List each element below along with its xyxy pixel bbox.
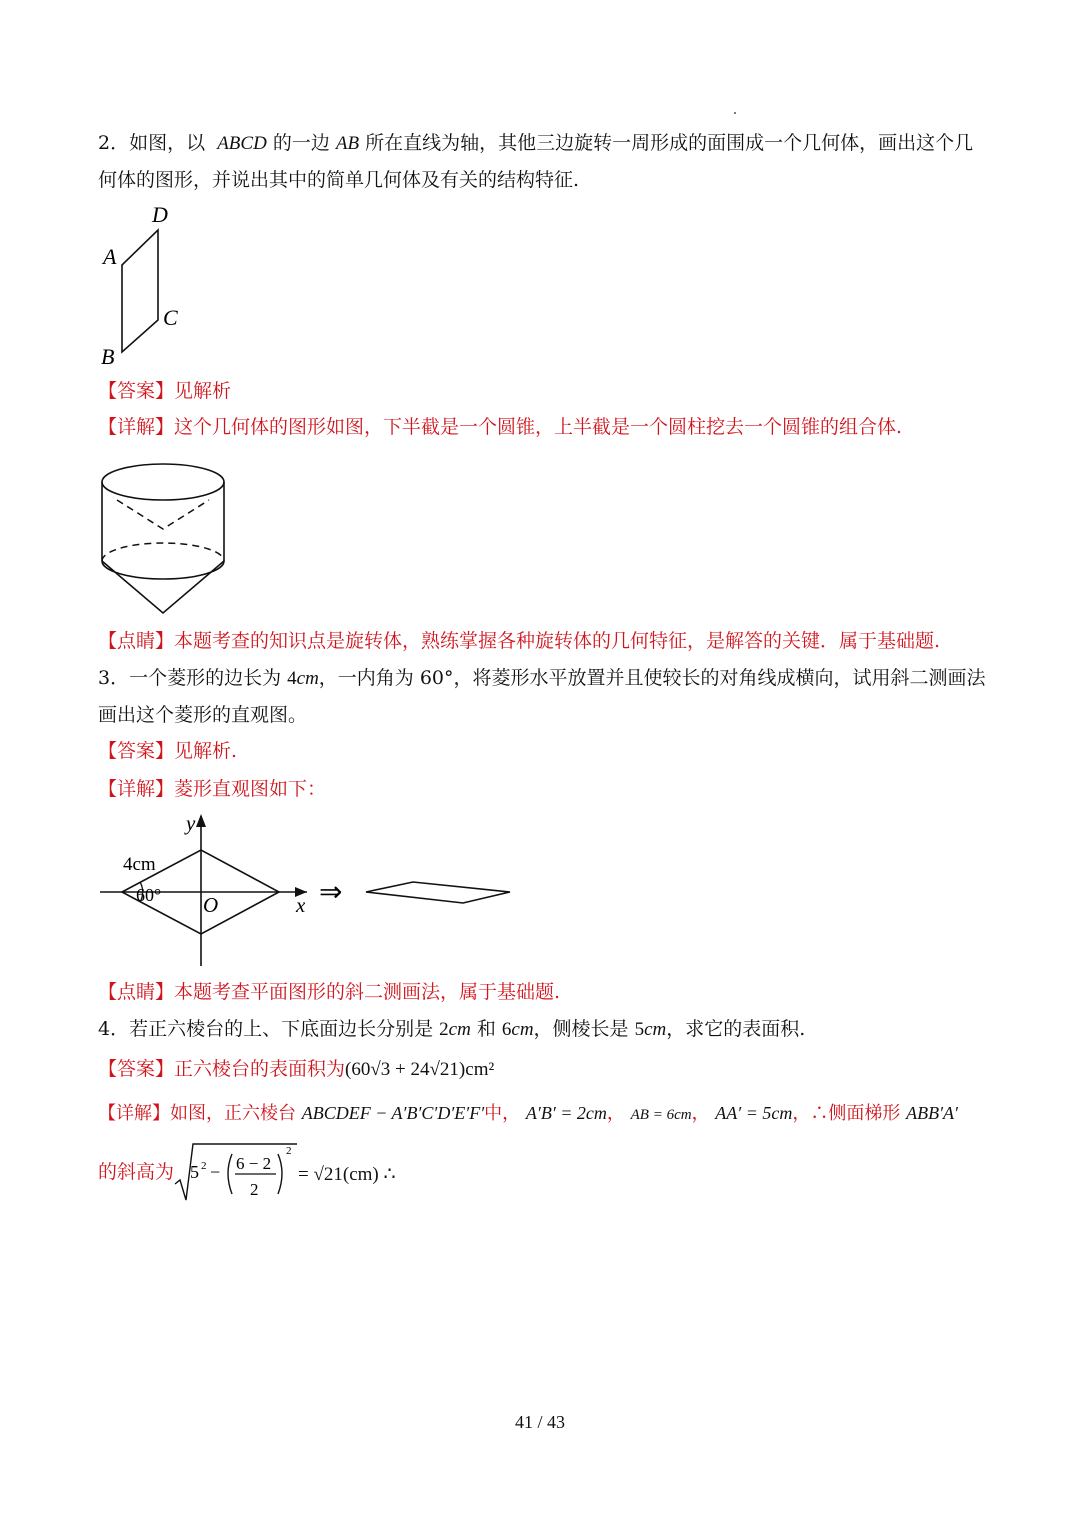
q4-answer: 【答案】正六棱台的表面积为(60√3 + 24√21)cm² bbox=[98, 1058, 495, 1080]
top-ellipse bbox=[102, 464, 224, 500]
q4-text-line1: 4．若正六棱台的上、下底面边长分别是 2cm 和 6cm，侧棱长是 5cm，求它的表面积. bbox=[98, 1018, 806, 1040]
answer-formula: (60√3 + 24√21)cm² bbox=[345, 1059, 495, 1080]
formula-minus: − bbox=[210, 1162, 221, 1182]
right-paren bbox=[278, 1154, 282, 1194]
top-edge: A′B′ = 2cm bbox=[525, 1103, 607, 1123]
bottom-ellipse-back bbox=[102, 543, 224, 561]
q3-answer: 【答案】见解析. bbox=[98, 740, 238, 762]
inner-cone-dashed bbox=[117, 500, 209, 529]
left-paren bbox=[228, 1154, 232, 1194]
slant-height-formula bbox=[172, 1140, 302, 1204]
frustum-name: ABCDEF − A′B′C′D′E′F′ bbox=[301, 1103, 485, 1123]
label-o: O bbox=[203, 893, 219, 917]
formula-five: 5 bbox=[190, 1162, 199, 1182]
label-y: y bbox=[186, 811, 196, 835]
q2-text-line1: 2．如图，以 ABCD 的一边 AB 所在直线为轴，其他三边旋转一周形成的面围成一个几何体，画出这个几 bbox=[98, 132, 974, 154]
slant-result: = √21(cm) ∴ bbox=[298, 1164, 396, 1185]
label-side: 4cm bbox=[123, 854, 156, 875]
lower-cone bbox=[102, 561, 224, 613]
bottom-edge: AB = 6cm bbox=[630, 1107, 692, 1123]
trapezoid-name: ABB′A′ bbox=[906, 1103, 958, 1123]
rhombus-figure bbox=[95, 810, 525, 975]
parallelogram-abcd bbox=[122, 230, 158, 352]
q3-note: 【点睛】本题考查平面图形的斜二测画法，属于基础题. bbox=[98, 981, 561, 1003]
q2-note: 【点睛】本题考查的知识点是旋转体，熟练掌握各种旋转体的几何特征，是解答的关键．属于基础题. bbox=[98, 630, 941, 652]
speck bbox=[734, 112, 736, 114]
formula-square: 2 bbox=[201, 1160, 207, 1172]
label-d: D bbox=[152, 202, 168, 227]
cylinder-cone-figure bbox=[95, 455, 235, 620]
formula-numerator: 6 − 2 bbox=[236, 1154, 272, 1173]
label-angle: 60° bbox=[136, 885, 162, 905]
lateral-edge: AA′ = 5cm bbox=[715, 1103, 793, 1123]
q3-text-line2: 画出这个菱形的直观图。 bbox=[98, 704, 308, 726]
label-a: A bbox=[103, 244, 117, 269]
q2-detail: 【详解】这个几何体的图形如图，下半截是一个圆锥，上半截是一个圆柱挖去一个圆锥的组合体. bbox=[98, 416, 903, 438]
q2-answer: 【答案】见解析 bbox=[98, 380, 232, 402]
q4-detail: 【详解】如图，正六棱台 ABCDEF − A′B′C′D′E′F′中， A′B′ = 2cm， AB = 6cm， AA′ = 5cm，∴侧面梯形 ABB′A′ bbox=[98, 1103, 958, 1124]
label-x: x bbox=[296, 893, 306, 917]
q3-detail: 【详解】菱形直观图如下： bbox=[98, 778, 327, 800]
label-b: B bbox=[101, 344, 115, 369]
q3-text-line1: 3．一个菱形的边长为 4cm，一内角为 60°，将菱形水平放置并且使较长的对角线成横向，试用斜二测画法 bbox=[98, 667, 986, 689]
implies-arrow: ⇒ bbox=[319, 877, 343, 908]
label-c: C bbox=[163, 305, 178, 330]
y-axis-arrow bbox=[196, 814, 206, 827]
parallelogram-figure bbox=[95, 200, 195, 370]
rhombus-intuitive-view bbox=[366, 882, 510, 903]
formula-denominator: 2 bbox=[250, 1180, 259, 1199]
page-number: 41 / 43 bbox=[514, 1412, 565, 1432]
q2-text-line2: 何体的图形，并说出其中的简单几何体及有关的结构特征. bbox=[98, 169, 580, 191]
q4-slant-label: 的斜高为 bbox=[98, 1161, 175, 1183]
formula-outer-square: 2 bbox=[286, 1145, 292, 1157]
